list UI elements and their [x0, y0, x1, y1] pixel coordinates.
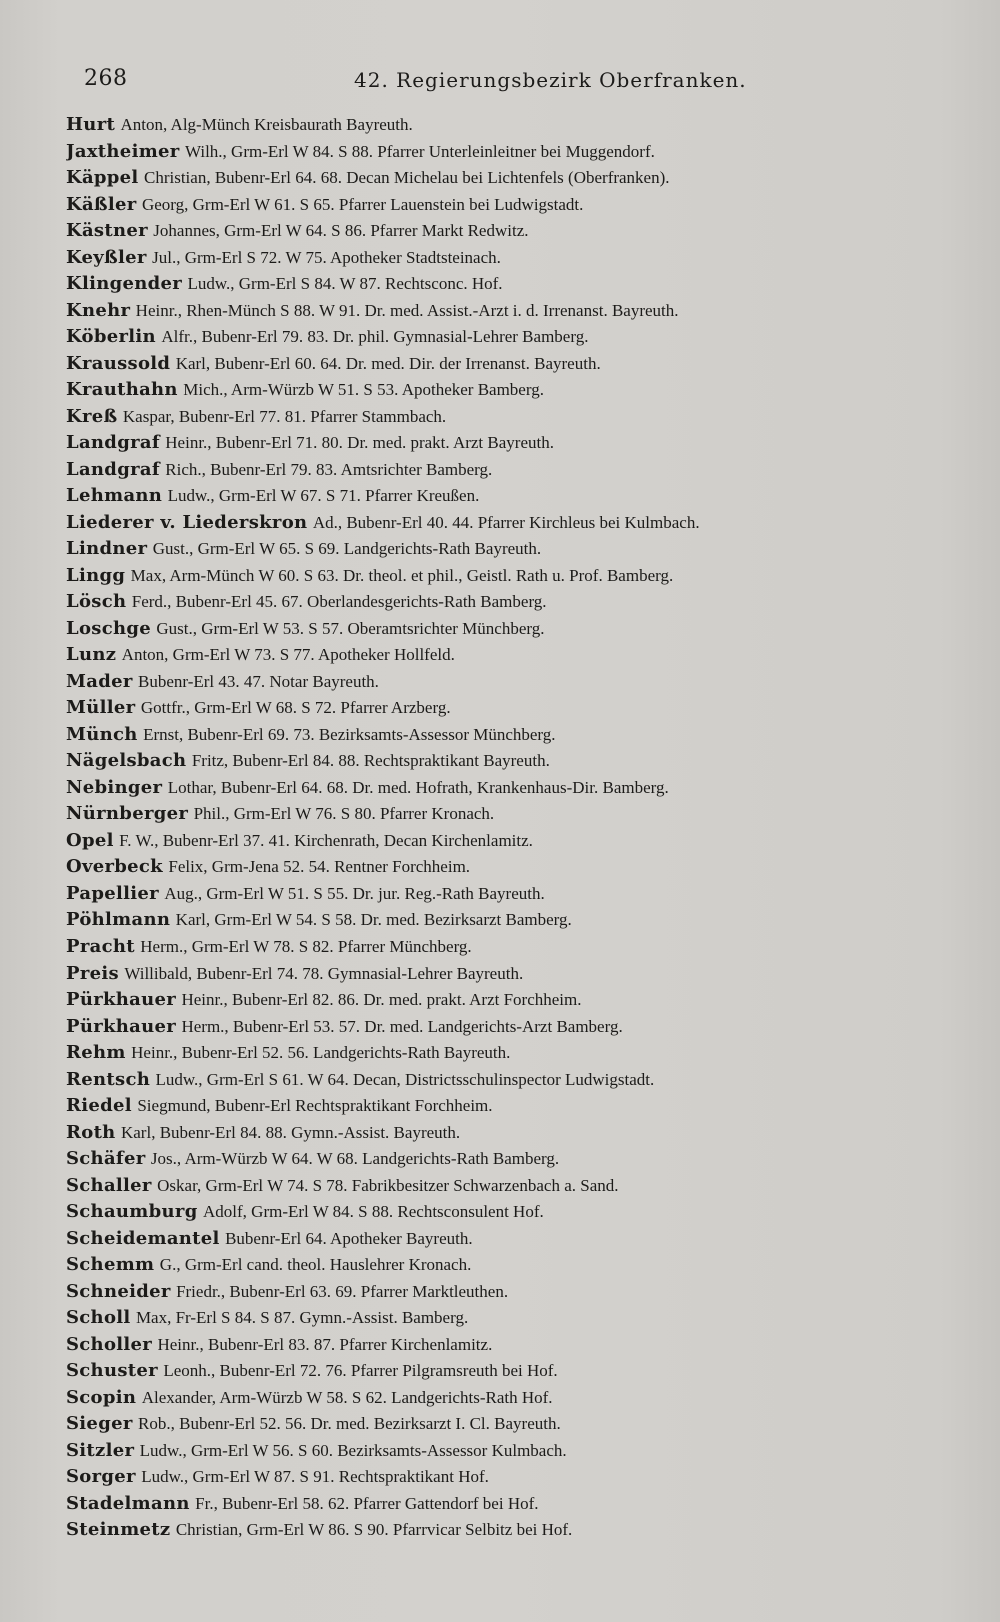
running-head: 42. Regierungsbezirk Oberfranken.: [354, 68, 747, 92]
entry-surname: Pürkhauer: [66, 1015, 177, 1037]
list-item: [66, 1120, 946, 1147]
list-item: [66, 165, 946, 192]
entry-details: Fr., Bubenr-Erl 58. 62. Pfarrer Gattendorf bei Hof.: [195, 1493, 539, 1513]
entry-surname: Knehr: [66, 299, 131, 321]
list-item: [66, 324, 946, 351]
list-item: [66, 1040, 946, 1067]
list-item: [66, 1252, 946, 1279]
entry-details: Karl, Bubenr-Erl 84. 88. Gymn.-Assist. Bayreuth.: [120, 1122, 461, 1142]
entry-surname: Lehmann: [66, 485, 163, 507]
entry-surname: Mader: [66, 670, 133, 692]
entry-surname: Köberlin: [66, 326, 156, 348]
list-item: [66, 1385, 946, 1412]
entry-details: Ludw., Grm-Erl W 87. S 91. Rechtspraktikant Hof.: [141, 1467, 489, 1487]
list-item: [66, 1358, 946, 1385]
list-item: [66, 139, 946, 166]
page-number: 268: [84, 66, 128, 91]
entry-surname: Kästner: [66, 220, 148, 242]
entry-surname: Schaumburg: [66, 1201, 198, 1223]
list-item: [66, 271, 946, 298]
list-item: [66, 1517, 946, 1544]
entry-surname: Scopin: [66, 1386, 137, 1408]
entry-surname: Landgraf: [66, 432, 160, 454]
list-item: [66, 430, 946, 457]
entry-details: Gust., Grm-Erl W 53. S 57. Oberamtsrichter Münchberg.: [156, 618, 545, 638]
entry-details: Ferd., Bubenr-Erl 45. 67. Oberlandesgerichts-Rath Bamberg.: [131, 592, 547, 612]
entry-surname: Rehm: [66, 1042, 126, 1064]
entry-details: Alfr., Bubenr-Erl 79. 83. Dr. phil. Gymnasial-Lehrer Bamberg.: [161, 327, 589, 347]
entry-details: Ernst, Bubenr-Erl 69. 73. Bezirksamts-Assessor Münchberg.: [143, 724, 556, 744]
entry-details: Ludw., Grm-Erl W 56. S 60. Bezirksamts-Assessor Kulmbach.: [139, 1440, 567, 1460]
list-item: [66, 722, 946, 749]
entry-surname: Opel: [66, 829, 114, 851]
list-item: [66, 1491, 946, 1518]
list-item: [66, 854, 946, 881]
list-item: [66, 1332, 946, 1359]
entry-details: Georg, Grm-Erl W 61. S 65. Pfarrer Lauenstein bei Ludwigstadt.: [141, 194, 584, 214]
list-item: [66, 616, 946, 643]
entry-surname: Roth: [66, 1121, 116, 1143]
entry-details: Heinr., Bubenr-Erl 52. 56. Landgerichts-Rath Bayreuth.: [131, 1043, 511, 1063]
entry-details: Lothar, Bubenr-Erl 64. 68. Dr. med. Hofrath, Krankenhaus-Dir. Bamberg.: [167, 777, 669, 797]
page-header: [84, 66, 904, 102]
entry-details: Max, Arm-Münch W 60. S 63. Dr. theol. et phil., Geistl. Rath u. Prof. Bamberg.: [130, 565, 674, 585]
entry-details: Gust., Grm-Erl W 65. S 69. Landgerichts-Rath Bayreuth.: [152, 539, 542, 559]
entry-surname: Schneider: [66, 1280, 171, 1302]
entry-details: Jos., Arm-Würzb W 64. W 68. Landgerichts-Rath Bamberg.: [150, 1149, 560, 1169]
entry-details: Herm., Bubenr-Erl 53. 57. Dr. med. Landgerichts-Arzt Bamberg.: [181, 1016, 623, 1036]
entry-details: Heinr., Bubenr-Erl 82. 86. Dr. med. prakt. Arzt Forchheim.: [181, 990, 582, 1010]
list-item: [66, 828, 946, 855]
entry-surname: Steinmetz: [66, 1519, 171, 1541]
entry-surname: Papellier: [66, 882, 159, 904]
entry-details: F. W., Bubenr-Erl 37. 41. Kirchenrath, Decan Kirchenlamitz.: [119, 830, 533, 850]
entry-surname: Sitzler: [66, 1439, 135, 1461]
entry-surname: Stadelmann: [66, 1492, 190, 1514]
entry-details: Karl, Bubenr-Erl 60. 64. Dr. med. Dir. der Irrenanst. Bayreuth.: [175, 353, 601, 373]
list-item: [66, 404, 946, 431]
list-item: [66, 589, 946, 616]
entry-details: Kaspar, Bubenr-Erl 77. 81. Pfarrer Stammbach.: [122, 406, 447, 426]
entry-surname: Nürnberger: [66, 803, 189, 825]
entry-details: Rob., Bubenr-Erl 52. 56. Dr. med. Bezirksarzt I. Cl. Bayreuth.: [138, 1414, 561, 1434]
entry-surname: Scheidemantel: [66, 1227, 220, 1249]
list-item: [66, 1173, 946, 1200]
entry-details: Anton, Grm-Erl W 73. S 77. Apotheker Hollfeld.: [121, 645, 455, 665]
list-item: [66, 536, 946, 563]
entry-surname: Nägelsbach: [66, 750, 187, 772]
list-item: [66, 563, 946, 590]
entry-details: Alexander, Arm-Würzb W 58. S 62. Landgerichts-Rath Hof.: [141, 1387, 553, 1407]
list-item: [66, 642, 946, 669]
entry-surname: Sorger: [66, 1466, 136, 1488]
entry-surname: Kreß: [66, 405, 118, 427]
entry-surname: Preis: [66, 962, 119, 984]
entry-details: Siegmund, Bubenr-Erl Rechtspraktikant Forchheim.: [137, 1096, 493, 1116]
entry-details: Jul., Grm-Erl S 72. W 75. Apotheker Stadtsteinach.: [152, 247, 501, 267]
list-item: [66, 218, 946, 245]
entry-surname: Lunz: [66, 644, 117, 666]
entry-surname: Riedel: [66, 1095, 132, 1117]
entry-surname: Scholler: [66, 1333, 153, 1355]
entry-surname: Sieger: [66, 1413, 133, 1435]
entry-surname: Pöhlmann: [66, 909, 171, 931]
entry-details: Ludw., Grm-Erl S 84. W 87. Rechtsconc. Hof.: [187, 274, 503, 294]
entry-surname: Pürkhauer: [66, 989, 177, 1011]
entry-details: Fritz, Bubenr-Erl 84. 88. Rechtspraktikant Bayreuth.: [191, 751, 550, 771]
entry-surname: Pracht: [66, 935, 135, 957]
list-item: [66, 1093, 946, 1120]
list-item: [66, 1438, 946, 1465]
list-item: [66, 1146, 946, 1173]
entry-details: Bubenr-Erl 64. Apotheker Bayreuth.: [225, 1228, 473, 1248]
list-item: [66, 934, 946, 961]
entry-surname: Scholl: [66, 1307, 131, 1329]
entry-surname: Lingg: [66, 564, 126, 586]
entry-details: Phil., Grm-Erl W 76. S 80. Pfarrer Kronach.: [193, 804, 495, 824]
entry-surname: Hurt: [66, 114, 116, 135]
entry-details: Rich., Bubenr-Erl 79. 83. Amtsrichter Bamberg.: [165, 459, 493, 479]
list-item: [66, 695, 946, 722]
entry-surname: Müller: [66, 697, 136, 719]
entry-details: Johannes, Grm-Erl W 64. S 86. Pfarrer Markt Redwitz.: [153, 221, 529, 241]
list-item: [66, 1464, 946, 1491]
entry-details: Aug., Grm-Erl W 51. S 55. Dr. jur. Reg.-Rath Bayreuth.: [164, 883, 545, 903]
list-item: [66, 112, 946, 139]
entry-details: Max, Fr-Erl S 84. S 87. Gymn.-Assist. Bamberg.: [135, 1308, 469, 1328]
list-item: [66, 1199, 946, 1226]
entry-surname: Klingender: [66, 273, 183, 295]
entry-details: Christian, Grm-Erl W 86. S 90. Pfarrvicar Selbitz bei Hof.: [175, 1520, 573, 1540]
list-item: [66, 457, 946, 484]
entry-surname: Käppel: [66, 167, 139, 189]
entry-surname: Kraussold: [66, 352, 171, 374]
entry-details: Adolf, Grm-Erl W 84. S 88. Rechtsconsulent Hof.: [203, 1202, 544, 1222]
entry-details: Heinr., Bubenr-Erl 83. 87. Pfarrer Kirchenlamitz.: [157, 1334, 493, 1354]
entry-details: Friedr., Bubenr-Erl 63. 69. Pfarrer Marktleuthen.: [176, 1281, 509, 1301]
entry-surname: Schuster: [66, 1360, 158, 1382]
entry-surname: Schäfer: [66, 1148, 146, 1170]
entry-surname: Keyßler: [66, 246, 147, 268]
entry-details: Ad., Bubenr-Erl 40. 44. Pfarrer Kirchleus bei Kulmbach.: [312, 512, 700, 532]
entry-details: Karl, Grm-Erl W 54. S 58. Dr. med. Bezirksarzt Bamberg.: [175, 910, 572, 930]
entry-details: Anton, Alg-Münch Kreisbaurath Bayreuth.: [120, 115, 413, 134]
list-item: [66, 1411, 946, 1438]
entry-surname: Käßler: [66, 193, 137, 215]
list-item: [66, 881, 946, 908]
list-item: [66, 961, 946, 988]
entry-surname: Landgraf: [66, 458, 160, 480]
entry-details: Wilh., Grm-Erl W 84. S 88. Pfarrer Unterleinleitner bei Muggendorf.: [185, 141, 655, 161]
entry-surname: Nebinger: [66, 776, 163, 798]
list-item: [66, 987, 946, 1014]
list-item: [66, 1279, 946, 1306]
list-item: [66, 669, 946, 696]
list-item: [66, 748, 946, 775]
list-item: [66, 483, 946, 510]
entry-surname: Münch: [66, 723, 138, 745]
list-item: [66, 377, 946, 404]
list-item: [66, 245, 946, 272]
entry-details: Herm., Grm-Erl W 78. S 82. Pfarrer Münchberg.: [140, 936, 472, 956]
entry-details: Willibald, Bubenr-Erl 74. 78. Gymnasial-Lehrer Bayreuth.: [124, 963, 524, 983]
list-item: [66, 801, 946, 828]
entry-details: Felix, Grm-Jena 52. 54. Rentner Forchheim.: [168, 857, 471, 877]
entry-surname: Rentsch: [66, 1068, 151, 1090]
list-item: [66, 351, 946, 378]
entry-surname: Overbeck: [66, 856, 163, 878]
entry-details: Heinr., Bubenr-Erl 71. 80. Dr. med. prakt. Arzt Bayreuth.: [165, 433, 554, 453]
entry-surname: Loschge: [66, 617, 151, 639]
entry-details: Oskar, Grm-Erl W 74. S 78. Fabrikbesitzer Schwarzenbach a. Sand.: [157, 1175, 619, 1195]
list-item: [66, 1226, 946, 1253]
list-item: [66, 1014, 946, 1041]
list-item: [66, 510, 946, 537]
entry-details: Mich., Arm-Würzb W 51. S 53. Apotheker Bamberg.: [183, 380, 544, 400]
entry-details: Ludw., Grm-Erl W 67. S 71. Pfarrer Kreußen.: [167, 486, 480, 506]
entry-surname: Schaller: [66, 1174, 152, 1196]
list-item: [66, 298, 946, 325]
entry-surname: Liederer v. Liederskron: [66, 511, 308, 533]
member-list: [66, 112, 946, 1544]
entry-details: Ludw., Grm-Erl S 61. W 64. Decan, Districtsschulinspector Ludwigstadt.: [155, 1069, 655, 1089]
entry-surname: Lindner: [66, 538, 148, 560]
entry-details: Bubenr-Erl 43. 47. Notar Bayreuth.: [138, 671, 379, 691]
entry-details: G., Grm-Erl cand. theol. Hauslehrer Kronach.: [159, 1255, 472, 1275]
entry-surname: Krauthahn: [66, 379, 178, 401]
entry-details: Christian, Bubenr-Erl 64. 68. Decan Michelau bei Lichtenfels (Oberfranken).: [143, 168, 670, 188]
list-item: [66, 907, 946, 934]
list-item: [66, 1305, 946, 1332]
entry-details: Leonh., Bubenr-Erl 72. 76. Pfarrer Pilgramsreuth bei Hof.: [163, 1361, 558, 1381]
entry-details: Gottfr., Grm-Erl W 68. S 72. Pfarrer Arzberg.: [140, 698, 451, 718]
entry-details: Heinr., Rhen-Münch S 88. W 91. Dr. med. Assist.-Arzt i. d. Irrenanst. Bayreuth.: [135, 300, 679, 320]
list-item: [66, 192, 946, 219]
entry-surname: Schemm: [66, 1254, 155, 1276]
list-item: [66, 775, 946, 802]
list-item: [66, 1067, 946, 1094]
entry-surname: Lösch: [66, 591, 127, 613]
entry-surname: Jaxtheimer: [66, 140, 180, 162]
